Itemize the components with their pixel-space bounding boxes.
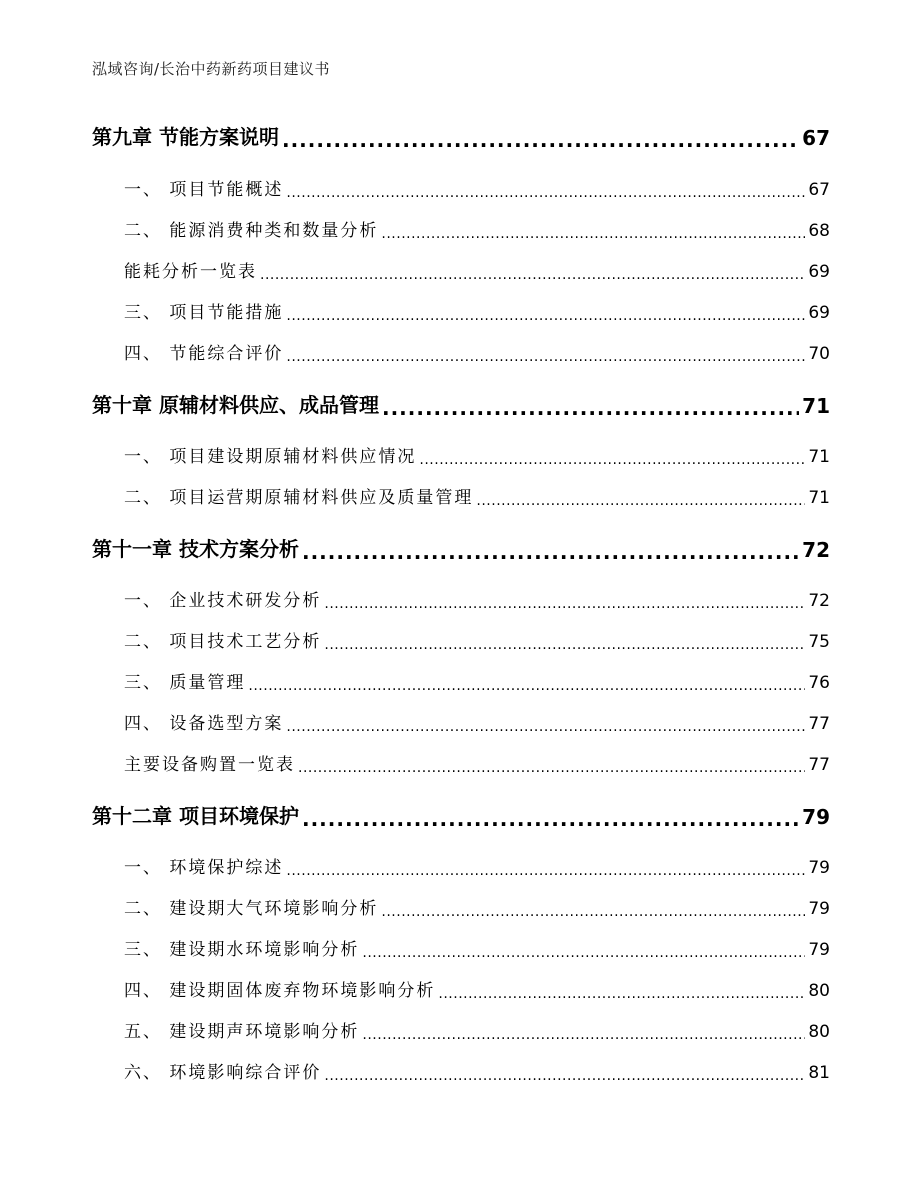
toc-entry[interactable] [124,441,830,467]
toc-page-number: 70 [808,344,830,364]
toc-label: 三、 质量管理 [124,673,246,693]
toc-page-number: 77 [808,714,830,734]
toc-leader [381,227,805,241]
toc-page-number: 67 [808,180,830,200]
toc-leader [381,905,805,919]
toc-leader [286,309,805,323]
toc-label: 一、 项目建设期原辅材料供应情况 [124,447,417,467]
toc-page-number: 81 [808,1063,830,1083]
toc-page-number: 69 [808,262,830,282]
toc-label: 五、 建设期声环境影响分析 [124,1022,360,1042]
toc-entry[interactable] [124,215,830,241]
toc-label: 第十一章 技术方案分析 [92,537,299,561]
toc-leader [419,453,805,467]
toc-leader [298,761,805,775]
toc-leader [260,268,805,282]
toc-page-number: 71 [808,488,830,508]
toc-label: 主要设备购置一览表 [124,755,295,775]
toc-page-number: 77 [808,755,830,775]
document-header: 泓域咨询/长治中药新药项目建议书 [92,60,331,78]
toc-leader [302,809,799,829]
toc-label: 二、 能源消费种类和数量分析 [124,221,379,241]
toc-label: 一、 项目节能概述 [124,180,284,200]
toc-leader [324,597,805,611]
toc-entry[interactable] [124,297,830,323]
toc-leader [282,130,799,150]
toc-leader [362,1028,805,1042]
toc-page-number: 72 [808,591,830,611]
toc-label: 三、 项目节能措施 [124,303,284,323]
toc-label: 四、 建设期固体废弃物环境影响分析 [124,981,436,1001]
toc-leader [286,720,805,734]
toc-chapter-12[interactable] [92,799,830,829]
toc-page-number: 76 [808,673,830,693]
toc-entry[interactable] [124,893,830,919]
toc-page-number: 80 [808,981,830,1001]
toc-page-number: 68 [808,221,830,241]
toc-entry[interactable] [124,482,830,508]
toc-entry[interactable] [124,934,830,960]
toc-page-number: 72 [802,538,830,562]
toc-entry[interactable] [124,585,830,611]
toc-leader [438,987,805,1001]
toc-entry[interactable] [124,975,830,1001]
toc-page-number: 79 [808,940,830,960]
toc-page-number: 79 [808,899,830,919]
toc-label: 三、 建设期水环境影响分析 [124,940,360,960]
toc-entry[interactable] [124,626,830,652]
toc-chapter-11[interactable] [92,532,830,562]
toc-page-number: 79 [808,858,830,878]
toc-label: 四、 节能综合评价 [124,344,284,364]
toc-leader [476,494,805,508]
toc-chapter-9[interactable] [92,120,830,150]
toc-label: 四、 设备选型方案 [124,714,284,734]
toc-entry[interactable] [124,852,830,878]
toc-label: 二、 项目技术工艺分析 [124,632,322,652]
toc-leader [362,946,805,960]
toc-entry[interactable] [124,1016,830,1042]
toc-leader [302,542,799,562]
toc-leader [286,186,805,200]
toc-label: 第十二章 项目环境保护 [92,804,299,828]
toc-entry[interactable] [124,256,830,282]
toc-label: 二、 项目运营期原辅材料供应及质量管理 [124,488,474,508]
toc-label: 第九章 节能方案说明 [92,125,279,149]
toc-leader [286,350,805,364]
toc-entry[interactable] [124,749,830,775]
toc-page-number: 71 [802,394,830,418]
toc-chapter-10[interactable] [92,388,830,418]
toc-page-number: 75 [808,632,830,652]
toc-leader [248,679,805,693]
toc-entry[interactable] [124,174,830,200]
toc-label: 二、 建设期大气环境影响分析 [124,899,379,919]
toc-label: 能耗分析一览表 [124,262,257,282]
toc-label: 一、 环境保护综述 [124,858,284,878]
toc-page-number: 69 [808,303,830,323]
toc-page-number: 80 [808,1022,830,1042]
toc-entry[interactable] [124,708,830,734]
toc-page-number: 79 [802,805,830,829]
toc-entry[interactable] [124,667,830,693]
toc-label: 六、 环境影响综合评价 [124,1063,322,1083]
toc-entry[interactable] [124,338,830,364]
toc-leader [382,398,799,418]
toc-leader [286,864,805,878]
toc-leader [324,1069,805,1083]
toc-label: 一、 企业技术研发分析 [124,591,322,611]
toc-label: 第十章 原辅材料供应、成品管理 [92,393,379,417]
toc-leader [324,638,805,652]
toc-entry[interactable] [124,1057,830,1083]
toc-page-number: 71 [808,447,830,467]
toc-page-number: 67 [802,126,830,150]
